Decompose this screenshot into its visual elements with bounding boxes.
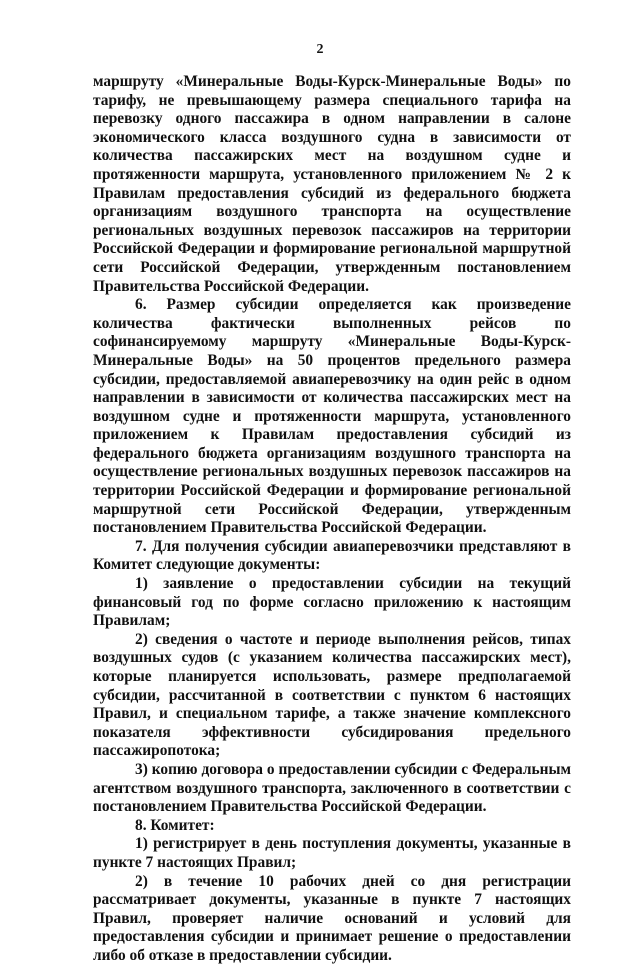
page-number: 2 [316, 42, 324, 57]
subitem-7-3: 3) копию договора о предоставлении субсидии с Федеральным агентством воздушного транспорта, заключенного в соответствии с постановлением Правительства Российской Федерации. [93, 760, 571, 816]
subitem-7-2: 2) сведения о частоте и периоде выполнения рейсов, типах воздушных судов (с указанием количества пассажирских мест), которые планируется использовать, размере предполагаемой субсидии, рассчитанной в соответствии с пунктом 6 настоящих Правил, и специальном тарифе, а также значение комплексного показателя эффективности субсидирования предельного пассажиропотока; [93, 630, 571, 760]
paragraph-item-8: 8. Комитет: [135, 816, 215, 834]
subitem-7-1: 1) заявление о предоставлении субсидии на текущий финансовый год по форме согласно приложению к настоящим Правилам; [93, 575, 571, 630]
document-body [93, 73, 571, 966]
paragraph-item-7: 7. Для получения субсидии авиаперевозчики представляют в Комитет следующие документы: [93, 537, 571, 574]
subitem-8-1: 1) регистрирует в день поступления документы, указанные в пункте 7 настоящих Правил; [93, 835, 571, 871]
subitem-8-2: 2) в течение 10 рабочих дней со дня регистрации рассматривает документы, указанные в пункте 7 настоящих Правил, проверяет наличие оснований и условий для предоставления субсидии и принимает решение о предоставлении либо об отказе в предоставлении субсидии. [93, 872, 571, 964]
paragraph-continuation: маршруту «Минеральные Воды-Курск-Минеральные Воды» по тарифу, не превышающему размера специального тарифа на перевозку одного пассажира в одном направлении в салоне экономического класса воздушного судна в зависимости от количества пассажирских мест на воздушном судне и протяженности маршрута, установленного приложением № 2 к Правилам предоставления субсидий из федерального бюджета организациям воздушного транспорта на осуществление региональных воздушных перевозок пассажиров на территории Российской Федерации и формирование региональной маршрутной сети Российской Федерации, утвержденным постановлением Правительства Российской Федерации. [93, 73, 571, 295]
paragraph-item-6: 6. Размер субсидии определяется как произведение количества фактически выполненных рейсов по софинансируемому маршруту «Минеральные Воды-Курск-Минеральные Воды» на 50 процентов предельного размера субсидии, предоставляемой авиаперевозчику на один рейс в одном направлении в зависимости от количества пассажирских мест на воздушном судне и протяженности маршрута, установленного приложением к Правилам предоставления субсидий из федерального бюджета организациям воздушного транспорта на осуществление региональных воздушных перевозок пассажиров на территории Российской Федерации и формирование региональной маршрутной сети Российской Федерации, утвержденным постановлением Правительства Российской Федерации. [93, 296, 571, 537]
